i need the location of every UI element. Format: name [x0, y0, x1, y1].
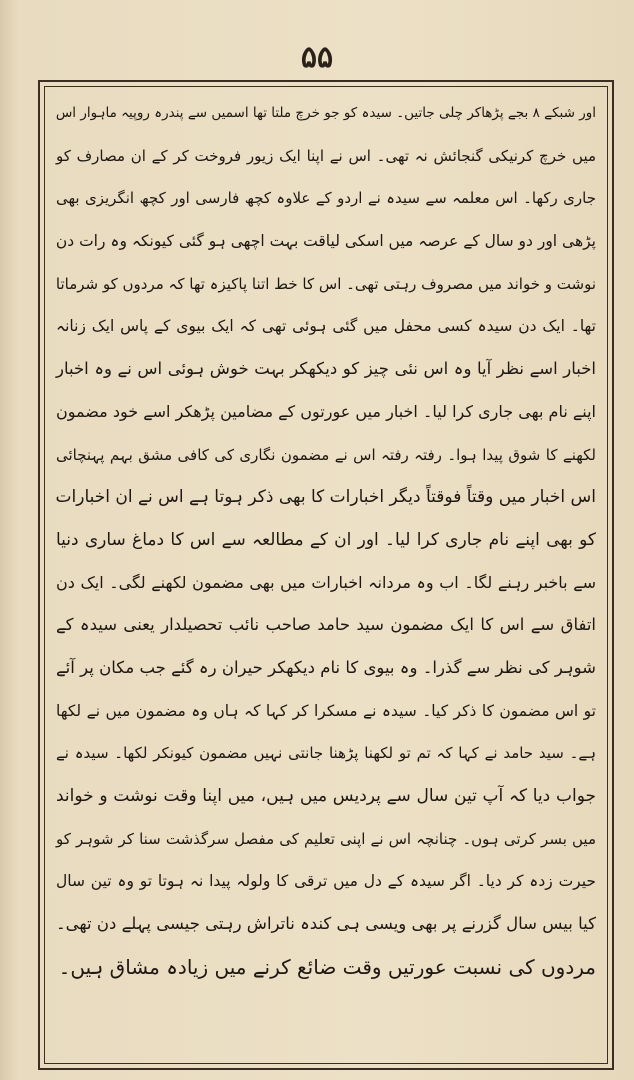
text-line: کو بھی اپنے نام جاری کرا لیا۔ اور ان کے مطالعہ سے اس کا دماغ ساری دنیا: [56, 529, 596, 550]
text-line: شوہر کی نظر سے گذرا۔ وہ بیوی کا نام دیکھکر حیران رہ گئے جب مکان پر آئے: [56, 657, 596, 677]
text-line: لکھنے کا شوق پیدا ہوا۔ رفتہ رفتہ اس نے مضمون نگاری کی کافی مشق بہم پہنچائی: [56, 445, 596, 464]
text-line: اپنے نام بھی جاری کرا لیا۔ اخبار میں عورتوں کے مضامین پڑھکر اسے خود مضمون: [56, 401, 596, 421]
body-text: [52, 92, 600, 1052]
text-line: تھا۔ ایک دن سیدہ کسی محفل میں گئی ہوئی تھی کہ ایک بیوی کے پاس ایک زنانہ: [56, 317, 596, 336]
text-line: پڑھی اور دو سال کے عرصہ میں اسکی لیاقت بہت اچھی ہو گئی کیونکہ وہ رات دن: [55, 232, 596, 251]
text-line: مردوں کی نسبت عورتیں وقت ضائع کرنے میں زیادہ مشاق ہیں۔: [58, 954, 596, 979]
text-line: میں بسر کرتی ہوں۔ چنانچہ اس نے اپنی تعلیم کی مفصل سرگذشت سنا کر شوہر کو: [56, 829, 596, 848]
text-line: سے باخبر رہنے لگا۔ اب وہ مردانہ اخبارات میں بھی مضمون لکھنے لگی۔ ایک دن: [56, 572, 596, 592]
text-line: حیرت زدہ کر دیا۔ اگر سیدہ کے دل میں ترقی کا ولولہ پیدا نہ ہوتا تو وہ تین سال: [56, 872, 596, 891]
page-number: ۵۵: [300, 40, 334, 75]
text-line: اس اخبار میں وقتاً فوقتاً دیگر اخبارات کا بھی ذکر ہوتا ہے اس نے ان اخبارات: [55, 487, 596, 508]
text-line: ہے۔ سید حامد نے کہا کہ تم تو لکھنا پڑھنا جانتی نہیں مضمون کیونکر لکھا۔ سیدہ نے: [56, 744, 596, 763]
text-line: اخبار اسے نظر آیا وہ اس نئی چیز کو دیکھکر بہت خوش ہوئی اس نے وہ اخبار: [56, 359, 596, 379]
text-line: جواب دیا کہ آپ تین سال سے پردیس میں ہیں، میں اپنا وقت نوشت و خواند: [56, 786, 596, 806]
text-line: کیا بیس سال گزرنے پر بھی ویسی ہی کندہ ناتراش رہتی جیسی پہلے دن تھی۔: [56, 914, 596, 934]
text-line: تو اس مضمون کا ذکر کیا۔ سیدہ نے مسکرا کر کہا کہ ہاں وہ مضمون میں نے لکھا: [56, 701, 596, 720]
text-line: نوشت و خواند میں مصروف رہتی تھی۔ اس کا خط اتنا پاکیزہ تھا کہ مردوں کو شرماتا: [55, 274, 596, 293]
text-line: اتفاق سے اس کا ایک مضمون سید حامد صاحب نائب تحصیلدار یعنی سیدہ کے: [56, 615, 596, 635]
text-line: میں خرچ کرنیکی گنجائش نہ تھی۔ اس نے اپنا ایک زیور فروخت کر کے ان مصارف کو: [56, 146, 596, 165]
text-line: اور شبکے ۸ بجے پڑھاکر چلی جاتیں۔ سیدہ کو جو خرچ ملتا تھا اسمیں سے پندرہ روپیہ ماہوار اس: [55, 105, 596, 121]
text-line: جاری رکھا۔ اس معلمہ سے سیدہ نے اردو کے علاوہ کچھ فارسی اور کچھ انگریزی بھی: [56, 189, 596, 208]
